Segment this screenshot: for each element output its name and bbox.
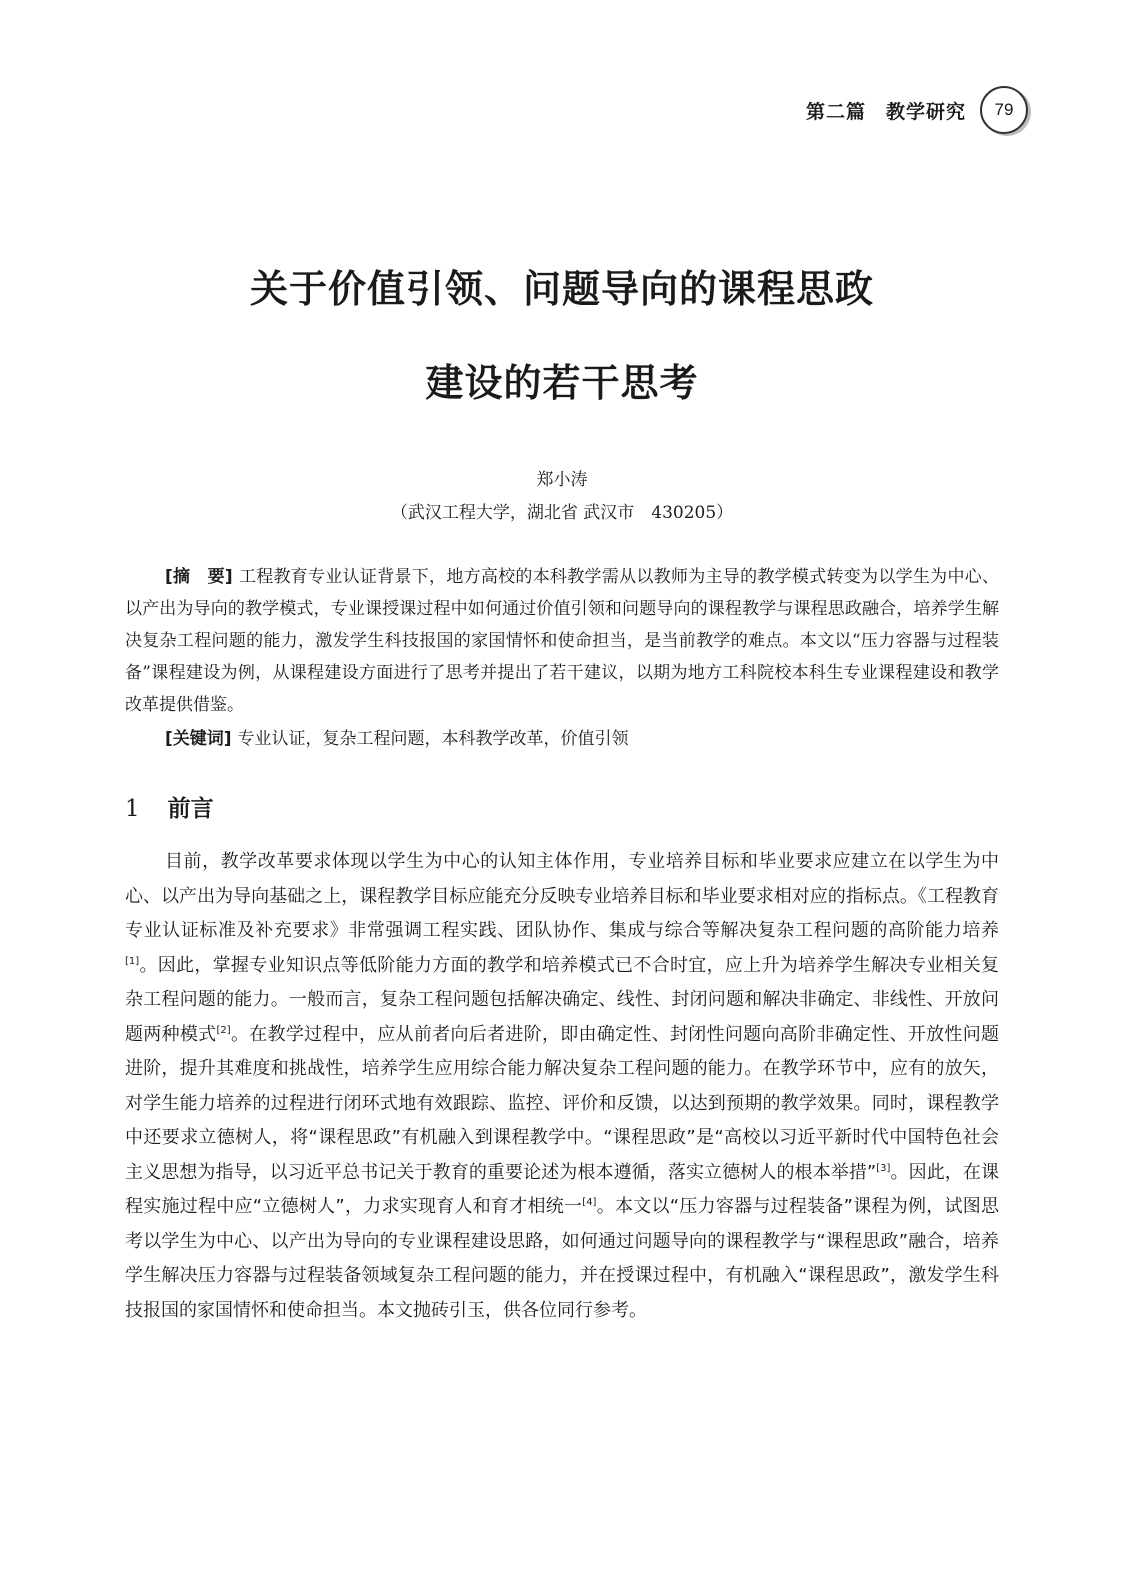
body-text-part-b: 。因此，掌握专业知识点等低阶能力方面的教学和培养模式已不合时宜，应上升为培养学生解决专业相关复杂工程问题的能力。一般而言，复杂工程问题包括解决确定、线性、封闭问题和解决非确定、非线性、开放问题两种模式: [125, 954, 999, 1045]
section-number: 1: [125, 796, 140, 822]
keywords-text: 专业认证，复杂工程问题，本科教学改革，价值引领: [237, 729, 629, 749]
abstract-text: 工程教育专业认证背景下，地方高校的本科教学需从以教师为主导的教学模式转变为以学生为中心、以产出为导向的教学模式，专业课授课过程中如何通过价值引领和问题导向的课程教学与课程思政融合，培养学生解决复杂工程问题的能力，激发学生科技报国的家国情怀和使命担当，是当前教学的难点。本文以“压力容器与过程装备”课程建设为例，从课程建设方面进行了思考并提出了若干建议，以期为地方工科院校本科生专业课程建设和教学改革提供借鉴。: [125, 567, 1000, 715]
citation-ref-3: [3]: [876, 1162, 891, 1174]
section-heading: [125, 790, 214, 823]
abstract: [125, 561, 999, 721]
page-number-badge: 79: [980, 86, 1028, 134]
citation-ref-1: [1]: [125, 955, 140, 967]
body-text-part-a: 目前，教学改革要求体现以学生为中心的认知主体作用，专业培养目标和毕业要求应建立在以学生为中心、以产出为导向基础之上，课程教学目标应能充分反映专业培养目标和毕业要求相对应的指标点。《工程教育专业认证标准及补充要求》非常强调工程实践、团队协作、集成与综合等解决复杂工程问题的高阶能力培养: [125, 851, 999, 941]
body-text-part-c: 。在教学过程中，应从前者向后者进阶，即由确定性、封闭性问题向高阶非确定性、开放性问题进阶，提升其难度和挑战性，培养学生应用综合能力解决复杂工程问题的能力。在教学环节中，应有的放矢，对学生能力培养的过程进行闭环式地有效跟踪、监控、评价和反馈，以达到预期的教学效果。同时，课程教学中还要求立德树人，将“课程思政”有机融入到课程教学中。“课程思政”是“高校以习近平新时代中国特色社会主义思想为指导，以习近平总书记关于教育的重要论述为根本遵循，落实立德树人的根本举措”: [125, 1023, 1000, 1183]
body-paragraph: [125, 845, 999, 1328]
citation-ref-4: [4]: [582, 1197, 597, 1208]
author-name: 郑小涛: [536, 470, 588, 490]
body-text-part-e: 。本文以“压力容器与过程装备”课程为例，试图思考以学生为中心、以产出为导向的专业课程建设思路，如何通过问题导向的课程教学与“课程思政”融合，培养学生解决压力容器与过程装备领域复杂工程问题的能力，并在授课过程中，有机融入“课程思政”，激发学生科技报国的家国情怀和使命担当。本文抛砖引玉，供各位同行参考。: [125, 1196, 999, 1321]
abstract-label: [摘 要]: [165, 567, 233, 587]
running-header: [806, 86, 1028, 134]
keywords: [165, 723, 999, 755]
running-header-section: 第二篇 教学研究: [805, 100, 966, 123]
keywords-label: [关键词]: [165, 729, 232, 749]
author-affiliation: （武汉工程大学，湖北省 武汉市 430205）: [390, 503, 734, 523]
section-title: 前言: [167, 796, 214, 822]
article-title-line-2: 建设的若干思考: [425, 361, 699, 405]
citation-ref-2: [2]: [216, 1024, 231, 1036]
article-title-line-1: 关于价值引领、问题导向的课程思政: [249, 267, 874, 311]
body-text-part-d: 。因此，在课程实施过程中应“立德树人”，力求实现育人和育才相统一: [125, 1161, 999, 1217]
